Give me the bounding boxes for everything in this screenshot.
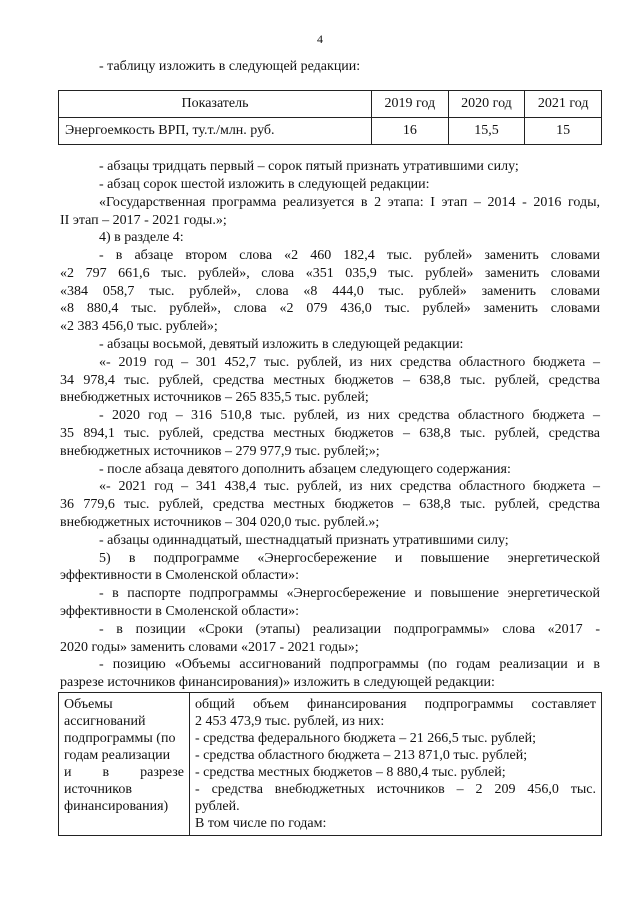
page-number: 4 bbox=[317, 32, 323, 46]
label-cell bbox=[59, 693, 190, 836]
header-cell: 2021 год bbox=[525, 91, 602, 118]
value-line: общий объем финансирования подпрограммы составляет bbox=[195, 697, 596, 712]
text-line: разрезе источников финансирования)» изложить в следующей редакции: bbox=[60, 675, 495, 690]
indicator-table bbox=[58, 90, 602, 145]
table-header-row bbox=[59, 91, 602, 118]
text-line: - абзацы тридцать первый – сорок пятый признать утратившими силу; bbox=[99, 159, 519, 174]
table-cell: 15,5 bbox=[448, 118, 525, 145]
text-line: «2 797 661,6 тыс. рублей», слова «351 035,9 тыс. рублей» заменить словами bbox=[60, 266, 600, 281]
table-cell: Энергоемкость ВРП, ту.т./млн. руб. bbox=[59, 118, 372, 145]
text-line: 35 894,1 тыс. рублей, средства местных бюджетов – 638,8 тыс. рублей, средства bbox=[60, 426, 600, 441]
label-line: финансирования) bbox=[64, 799, 169, 814]
text-line: внебюджетных источников – 279 977,9 тыс. рублей;»; bbox=[60, 444, 380, 459]
table-cell: 16 bbox=[372, 118, 449, 145]
text-line: - абзац сорок шестой изложить в следующей редакции: bbox=[99, 177, 430, 192]
value-line: 2 453 473,9 тыс. рублей, из них: bbox=[195, 714, 385, 729]
table-cell: 15 bbox=[525, 118, 602, 145]
value-line: - средства федерального бюджета – 21 266,5 тыс. рублей; bbox=[195, 731, 536, 746]
value-line: В том числе по годам: bbox=[195, 816, 327, 831]
label-line: годам реализации bbox=[64, 748, 171, 763]
text-line: - в паспорте подпрограммы «Энергосбережение и повышение энергетической bbox=[99, 586, 600, 601]
intro-text: - таблицу изложить в следующей редакции: bbox=[99, 59, 361, 74]
text-line: 36 779,6 тыс. рублей, средства местных бюджетов – 638,8 тыс. рублей, средства bbox=[60, 497, 600, 512]
text-line: - абзацы одиннадцатый, шестнадцатый признать утратившими силу; bbox=[99, 533, 509, 548]
text-line: внебюджетных источников – 265 835,5 тыс. рублей; bbox=[60, 390, 369, 405]
text-line: «8 880,4 тыс. рублей», слова «2 079 436,0 тыс. рублей» заменить словами bbox=[60, 301, 600, 316]
text-line: - после абзаца девятого дополнить абзацем следующего содержания: bbox=[99, 462, 511, 477]
header-cell: 2020 год bbox=[448, 91, 525, 118]
text-line: «- 2021 год – 341 438,4 тыс. рублей, из них средства областного бюджета – bbox=[99, 479, 600, 494]
text-line: 4) в разделе 4: bbox=[99, 230, 184, 245]
text-line: эффективности в Смоленской области»: bbox=[60, 604, 300, 619]
text-line: «384 058,7 тыс. рублей», слова «8 444,0 тыс. рублей» заменить словами bbox=[60, 284, 600, 299]
value-line: рублей. bbox=[195, 799, 240, 814]
text-line: «2 383 456,0 тыс. рублей»; bbox=[60, 319, 218, 334]
text-line: - позицию «Объемы ассигнований подпрограммы (по годам реализации и в bbox=[99, 657, 600, 672]
funding-table bbox=[58, 692, 602, 836]
text-line: 34 978,4 тыс. рублей, средства местных бюджетов – 638,8 тыс. рублей, средства bbox=[60, 373, 600, 388]
text-line: 2020 годы» заменить словами «2017 - 2021 годы»; bbox=[60, 640, 359, 655]
label-line: подпрограммы (по bbox=[64, 731, 176, 746]
header-cell: Показатель bbox=[59, 91, 372, 118]
table-row bbox=[59, 118, 602, 145]
label-line: источников bbox=[64, 782, 133, 797]
label-line: Объемы bbox=[64, 697, 113, 712]
label-line: и в разрезе bbox=[64, 765, 184, 780]
table-row bbox=[59, 693, 602, 836]
text-line: - в позиции «Сроки (этапы) реализации подпрограммы» слова «2017 - bbox=[99, 622, 600, 637]
text-line: 5) в подпрограмме «Энергосбережение и повышение энергетической bbox=[99, 551, 600, 566]
label-line: ассигнований bbox=[64, 714, 146, 729]
header-cell: 2019 год bbox=[372, 91, 449, 118]
text-line: II этап – 2017 - 2021 годы.»; bbox=[60, 213, 227, 228]
text-line: - 2020 год – 316 510,8 тыс. рублей, из них средства областного бюджета – bbox=[99, 408, 600, 423]
value-cell bbox=[190, 693, 602, 836]
text-line: «Государственная программа реализуется в 2 этапа: I этап – 2014 - 2016 годы, bbox=[99, 195, 600, 210]
value-line: - средства внебюджетных источников – 2 209 456,0 тыс. bbox=[195, 782, 596, 797]
text-line: - абзацы восьмой, девятый изложить в следующей редакции: bbox=[99, 337, 464, 352]
text-line: внебюджетных источников – 304 020,0 тыс. рублей.»; bbox=[60, 515, 380, 530]
value-line: - средства местных бюджетов – 8 880,4 тыс. рублей; bbox=[195, 765, 506, 780]
text-line: эффективности в Смоленской области»: bbox=[60, 568, 300, 583]
text-line: - в абзаце втором слова «2 460 182,4 тыс. рублей» заменить словами bbox=[99, 248, 600, 263]
value-line: - средства областного бюджета – 213 871,0 тыс. рублей; bbox=[195, 748, 528, 763]
text-line: «- 2019 год – 301 452,7 тыс. рублей, из них средства областного бюджета – bbox=[99, 355, 600, 370]
